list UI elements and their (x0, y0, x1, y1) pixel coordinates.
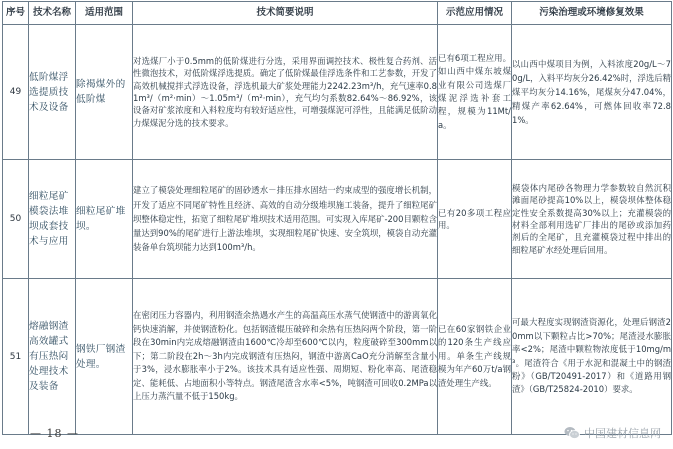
watermark-text: 中国建材信息网 (584, 427, 661, 440)
row-effect: 模袋体内尾砂各物理力学参数较自然沉积滩面尾砂提高10%以上，模袋坝体整体稳定性安全系数提高30%以上；充灌模袋的材料全部利用选矿厂排出的尾砂或添加药剂后的全尾矿，且充灌模袋过程中排出的细粒尾矿水经处理后回用。 (512, 160, 672, 279)
header-scope: 适用范围 (76, 2, 133, 25)
row-tech-name: 熔融钢渣高效罐式有压热闷处理技术及装备 (29, 279, 76, 435)
row-application: 已有6项工程应用。如山西中煤东坡煤业有限公司选煤厂煤泥浮选补套工程，规模为11Mt/a。 (438, 25, 512, 160)
header-seq: 序号 (3, 2, 29, 25)
row-application: 已在60家钢铁企业的120条生产线应用。单条生产线规模为年产60万t/a钢渣处理生产线。 (438, 279, 512, 435)
row-scope: 细粒尾矿堆坝。 (76, 160, 133, 279)
watermark (564, 425, 661, 441)
row-seq: 49 (3, 25, 29, 160)
row-seq: 51 (3, 279, 29, 435)
header-name: 技术名称 (29, 2, 76, 25)
table-row (3, 160, 672, 279)
row-description: 对选煤厂小于0.5mm的低阶煤进行分选，采用界面调控技术、极性复合药剂、活性微泡技术，对低阶煤浮选提质。确定了低阶煤最佳浮选条件和工艺参数，开发了高效机械搅拌式浮选设备，浮选机最大矿浆处理能力2242.23m³/h，充气速率0.81m³/（m²·min）～1.05m³/（m²·min），充气均匀系数82.64%～86.92%，该设备对矿浆浓度和入料粒度均有较好适应性，可增强煤泥可浮性，且能满足低阶动力煤煤泥分选的技术要求。 (133, 25, 438, 160)
table-header-row (3, 2, 672, 25)
row-scope: 钢铁厂钢渣处理。 (76, 279, 133, 435)
page-number: — 18 — (30, 427, 79, 440)
wechat-icon (564, 426, 580, 440)
table-row (3, 25, 672, 160)
row-effect: 以山西中煤项目为例，入料浓度20g/L～70g/L，入料平均灰分26.42%时，浮选后精煤平均灰分14.16%，尾煤灰分47.04%，精煤产率62.64%，可燃体回收率72.81%。 (512, 25, 672, 160)
row-seq: 50 (3, 160, 29, 279)
row-application: 已有20多项工程应用。 (438, 160, 512, 279)
technology-table (2, 1, 672, 435)
header-desc: 技术简要说明 (133, 2, 438, 25)
row-description: 在密闭压力容器内，利用钢渣余热遇水产生的高温高压水蒸气使钢渣中的游离氧化钙快速消解，并使钢渣粉化。包括钢渣辊压破碎和余热有压热闷两个阶段，第一阶段在30min内完成熔融钢渣由1600℃冷却至600℃以内，粒度破碎至300mm以下；第二阶段在2h～3h内完成钢渣有压热闷，钢渣中游离CaO充分消解至含量小于3%，浸水膨胀率小于2%。该技术具有适应性强、周期短、粉化率高、尾渣稳定、能耗低、占地面积小等特点。钢渣尾渣含水率<5%，吨钢渣可回收0.2MPa以上压力蒸汽量不低于150kg。 (133, 279, 438, 435)
row-description: 建立了模袋处理细粒尾矿的固砂透水－排压排水固结一约束成型的强度增长机制，开发了适应不同尾矿特性且经济、高效的自动分级堆坝施工装备，提升了细粒尾矿坝整体稳定性，拓宽了细粒尾矿堆坝技术适用范围。可实现入库尾矿-200目颗粒含量达到90%的尾矿进行上游法堆坝，实现细粒尾矿快速、安全筑坝，模袋自动充灌装备单台筑坝能力达到100m³/h。 (133, 160, 438, 279)
row-tech-name: 低阶煤浮选提质技术及设备 (29, 25, 76, 160)
row-effect: 可最大程度实现钢渣资源化，处理后钢渣20mm以下颗粒占比>70%；尾渣浸水膨胀率<2%；尾渣中颗粒物浓度低于10mg/m³。尾渣符合《用于水泥和混凝土中的钢渣粉》（GB/T20491-2017）和《道路用钢渣》（GB/T25824-2010）要求。 (512, 279, 672, 435)
header-effect: 污染治理或环境修复效果 (512, 2, 672, 25)
table-row (3, 279, 672, 435)
row-tech-name: 细粒尾矿模袋法堆坝成套技术与应用 (29, 160, 76, 279)
header-app: 示范应用情况 (438, 2, 512, 25)
row-scope: 除褐煤外的低阶煤 (76, 25, 133, 160)
